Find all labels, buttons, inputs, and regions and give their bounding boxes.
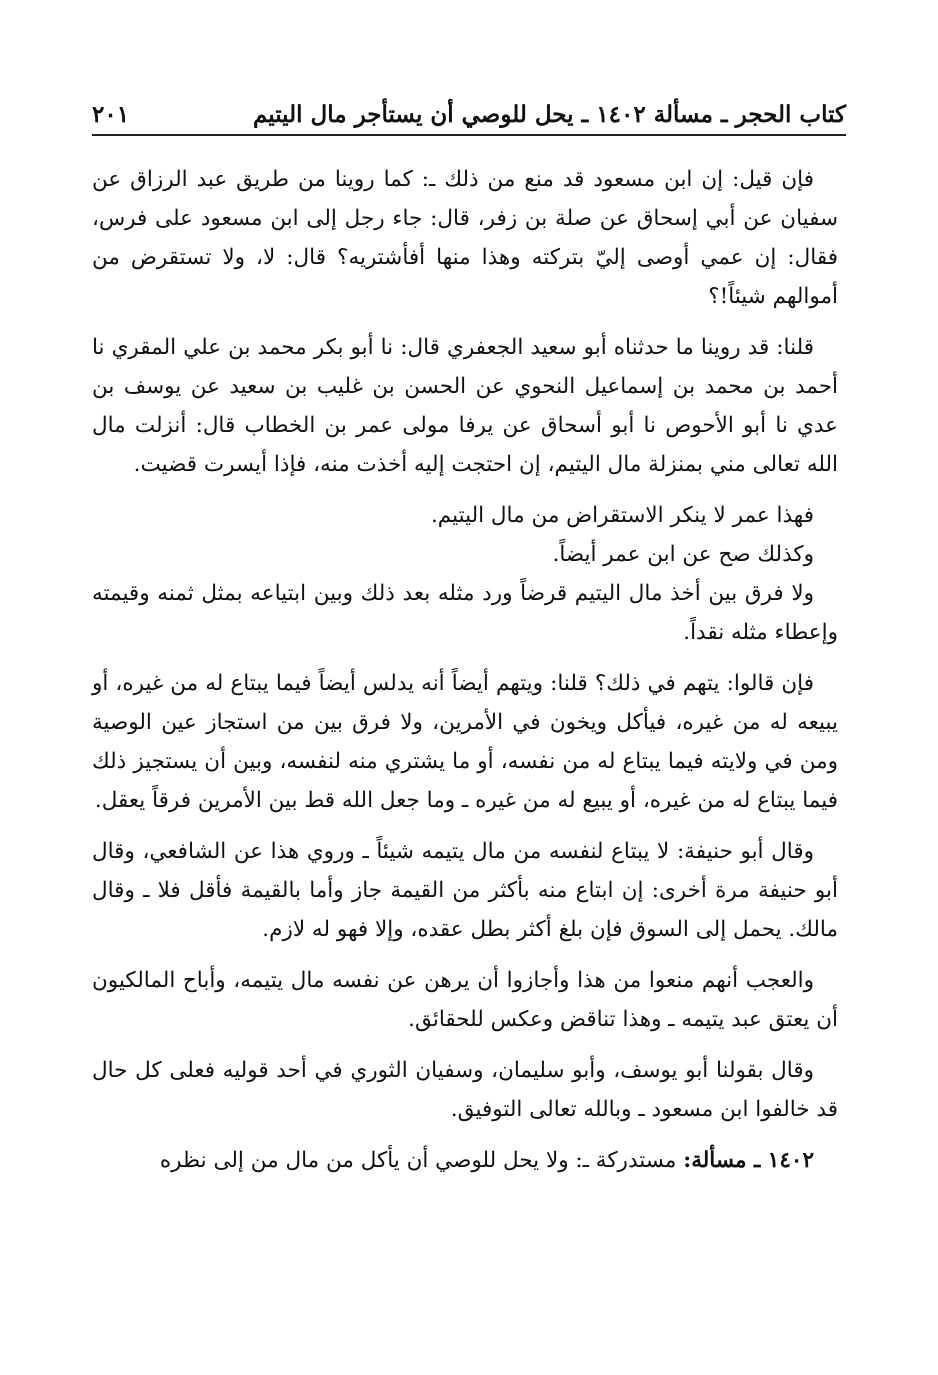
- masala-label: ١٤٠٢ ـ مسألة:: [683, 1148, 814, 1173]
- paragraph: فإن قالوا: يتهم في ذلك؟ قلنا: ويتهم أيضاً أنه يدلس أيضاً فيما يبتاع له من غيره، أو يبيعه له من غيره، فيأكل ويخون في الأمرين، ولا فرق بين من استجاز عين الوصية ومن في ولايته فيما يبتاع له من نفسه، أو ما يشتري منه لنفسه، وبين أن يستجيز ذلك فيما يبتاع له من غيره، أو يبيع له من غيره ـ وما جعل الله قط بين الأمرين فرقاً يعقل.: [92, 671, 838, 813]
- paragraph: فإن قيل: إن ابن مسعود قد منع من ذلك ـ: كما روينا من طريق عبد الرزاق عن سفيان عن أبي إسحاق عن صلة بن زفر، قال: جاء رجل إلى ابن مسعود على فرس، فقال: إن عمي أوصى إليّ بتركته وهذا منها أفأشتريه؟ قال: لا، ولا تستقرض من أموالهم شيئاً!؟: [92, 167, 838, 309]
- header-rule: [92, 134, 846, 136]
- paragraph: ولا فرق بين أخذ مال اليتيم قرضاً ورد مثله بعد ذلك وبين ابتياعه بمثل ثمنه وقيمته وإعطاء مثله نقداً.: [92, 581, 838, 645]
- paragraph: والعجب أنهم منعوا من هذا وأجازوا أن يرهن عن نفسه مال يتيمه، وأباح المالكيون أن يعتق عبد يتيمه ـ وهذا تناقض وعكس للحقائق.: [92, 968, 838, 1032]
- page-number: ٢٠١: [92, 101, 130, 128]
- masala-text: مستدركة ـ: ولا يحل للوصي أن يأكل من مال من إلى نظره: [159, 1148, 677, 1173]
- paragraph: وقال بقولنا أبو يوسف، وأبو سليمان، وسفيان الثوري في أحد قوليه فعلى كل حال قد خالفوا ابن مسعود ـ وبالله تعالى التوفيق.: [92, 1058, 838, 1122]
- page-body: [92, 160, 838, 1192]
- paragraph: وقال أبو حنيفة: لا يبتاع لنفسه من مال يتيمه شيئاً ـ وروي هذا عن الشافعي، وقال أبو حنيفة مرة أخرى: إن ابتاع منه بأكثر من القيمة جاز وأما بالقيمة فأقل فلا ـ وقال مالك. يحمل إلى السوق فإن بلغ أكثر بطل عقده، وإلا فهو له لازم.: [92, 839, 838, 942]
- text-line: وكذلك صح عن ابن عمر أيضاً.: [552, 542, 814, 567]
- page-header: [92, 88, 846, 128]
- paragraph: قلنا: قد روينا ما حدثناه أبو سعيد الجعفري قال: نا أبو بكر محمد بن علي المقري نا أحمد بن محمد بن إسماعيل النحوي عن الحسن بن غليب بن سعيد عن يوسف بن عدي نا أبو الأحوص نا أبو أسحاق عن يرفا مولى عمر بن الخطاب قال: أنزلت مال الله تعالى مني بمنزلة مال اليتيم، إن احتجت إليه أخذت منه، فإذا أيسرت قضيت.: [92, 335, 838, 477]
- running-title: كتاب الحجر ـ مسألة ١٤٠٢ ـ يحل للوصي أن يستأجر مال اليتيم: [252, 101, 846, 128]
- text-line: فهذا عمر لا ينكر الاستقراض من مال اليتيم.: [430, 503, 814, 528]
- masala-heading-paragraph: [92, 1141, 838, 1180]
